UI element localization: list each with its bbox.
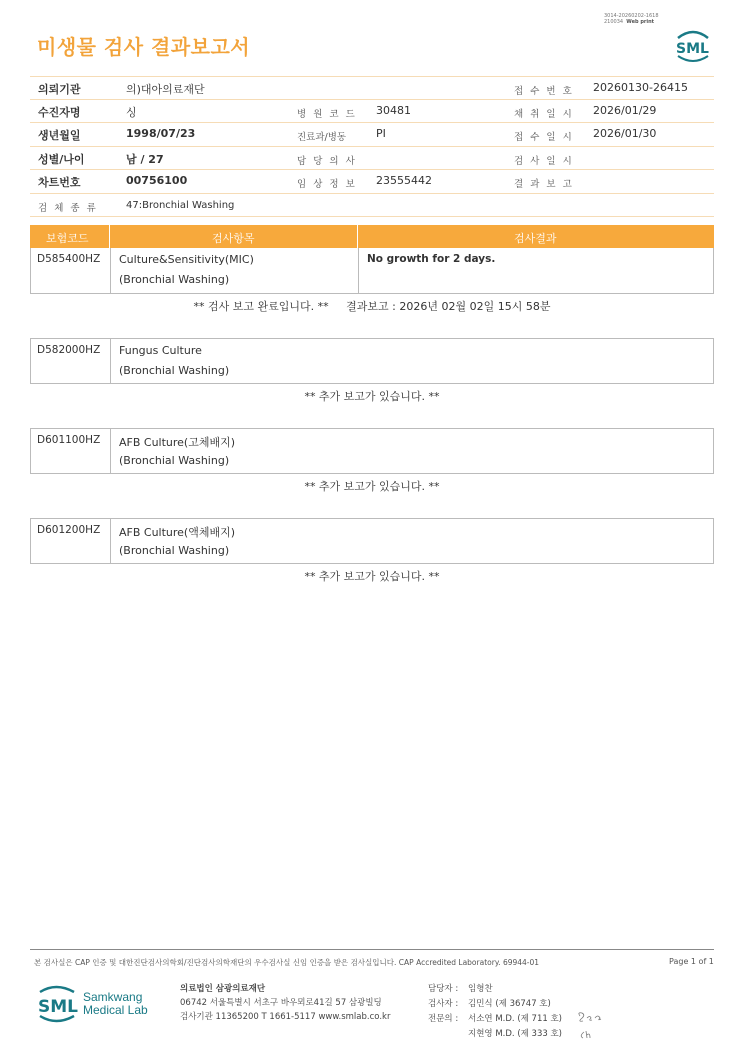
samkwang-logo-sml: SML [38,997,78,1017]
test-name: AFB Culture(액체배지) [119,526,236,539]
info-row [30,123,714,147]
info-label: 접 수 번 호 [514,86,574,97]
document-code-line1: 3014-20260202-1618 [604,13,659,19]
staff-label: 검사자 : [428,999,459,1009]
institution-name: 의료법인 삼광의료재단 [180,984,266,994]
report-status-note: ** 추가 보고가 있습니다. ** [304,480,440,493]
info-label: 진료과/병동 [297,132,347,143]
test-specimen: (Bronchial Washing) [119,364,230,377]
info-row [30,194,714,218]
test-specimen: (Bronchial Washing) [119,273,230,286]
insurance-code: D601200HZ [37,524,101,536]
staff-row [428,1027,562,1042]
report-status-note: ** 추가 보고가 있습니다. ** [304,390,440,403]
staff-row [428,997,562,1012]
info-value: PI [376,127,386,140]
sml-logo-text: SML [676,41,709,57]
staff-value: 임형찬 [468,984,493,994]
info-value: 1998/07/23 [126,127,196,140]
institution-address: 06742 서울특별시 서초구 바우뫼로41길 57 삼광빌딩 [180,998,382,1008]
staff-value: 김민식 (제 36747 호) [468,999,551,1009]
test-specimen: (Bronchial Washing) [119,544,230,557]
info-row [30,147,714,171]
info-label: 결 과 보 고 [514,179,574,190]
info-row [30,100,714,124]
handwritten-signature [576,1010,612,1042]
document-code [604,13,659,25]
info-value: 00756100 [126,174,188,187]
info-label: 채 취 일 시 [514,108,574,120]
column-header-item: 검사항목 [212,232,255,245]
staff-row [428,982,562,997]
info-row [30,170,714,194]
samkwang-logo-name2: Medical Lab [83,1003,148,1017]
column-header-result: 검사결과 [514,232,557,245]
test-result: No growth for 2 days. [367,253,496,265]
institution-contact: 검사기관 11365200 T 1661-5117 www.smlab.co.kr [180,1012,391,1022]
info-value: 2026/01/29 [593,103,657,117]
staff-label: 담당자 : [428,984,459,994]
info-value: 남 / 27 [126,152,164,166]
info-label: 의뢰기관 [38,83,81,96]
column-header-code: 보험코드 [46,232,89,245]
specimen-label: 검 체 종 류 [38,202,98,214]
info-label: 접 수 일 시 [514,132,574,143]
info-value: 23555442 [376,174,432,187]
info-label: 수진자명 [38,105,81,119]
web-print-label: Web print [626,19,655,25]
info-label: 성별/나이 [38,152,85,166]
staff-value: 서소연 M.D. (제 711 호) [468,1014,563,1024]
footer-divider [30,949,714,950]
sml-logo [670,28,716,64]
results-table-header [30,225,714,248]
test-row [30,518,714,564]
patient-info-table [30,76,714,217]
info-label: 병 원 코 드 [297,108,357,120]
test-row [30,428,714,474]
insurance-code: D585400HZ [37,253,101,265]
staff-info [428,982,562,1042]
samkwang-logo [36,982,156,1026]
info-value: 2026/01/30 [593,127,657,140]
test-specimen: (Bronchial Washing) [119,454,230,467]
page-title: 미생물 검사 결과보고서 [37,35,251,59]
staff-row [428,1012,562,1027]
document-code-line2: 210034 [604,19,624,25]
info-value: 싱 [126,105,137,119]
institution-info [180,982,390,1024]
report-status-note: ** 검사 보고 완료입니다. ** 결과보고 : 2026년 02월 02일 15시 58분 [193,300,551,313]
test-name: AFB Culture(고체배지) [119,436,236,449]
staff-label [428,1027,468,1042]
info-value: 의)대아의료재단 [126,83,205,96]
samkwang-logo-name1: Samkwang [83,990,143,1004]
staff-label: 전문의 : [428,1014,459,1024]
page-number: Page 1 of 1 [669,957,714,966]
info-value: 30481 [376,103,411,117]
insurance-code: D582000HZ [37,344,101,356]
specimen-value: 47:Bronchial Washing [126,199,235,211]
info-label: 검 사 일 시 [514,155,574,167]
staff-value: 지현영 M.D. (제 333 호) [468,1029,563,1039]
insurance-code: D601100HZ [37,434,101,446]
info-label: 담 당 의 사 [297,155,357,167]
test-name: Fungus Culture [119,344,202,357]
info-row [30,76,714,100]
info-label: 임 상 정 보 [297,179,357,190]
test-row [30,338,714,384]
test-name: Culture&Sensitivity(MIC) [119,253,254,266]
cap-accreditation-text: 본 검사실은 CAP 인증 및 대한진단검사의학회/진단검사의학재단의 우수검사실 신임 인증을 받은 검사실입니다. CAP Accredited Laboratory. 69944-01 [34,958,540,967]
test-row [30,248,714,294]
info-label: 차트번호 [38,176,81,189]
info-value: 20260130-26415 [593,81,688,94]
info-label: 생년월일 [38,129,81,142]
report-status-note: ** 추가 보고가 있습니다. ** [304,570,440,583]
